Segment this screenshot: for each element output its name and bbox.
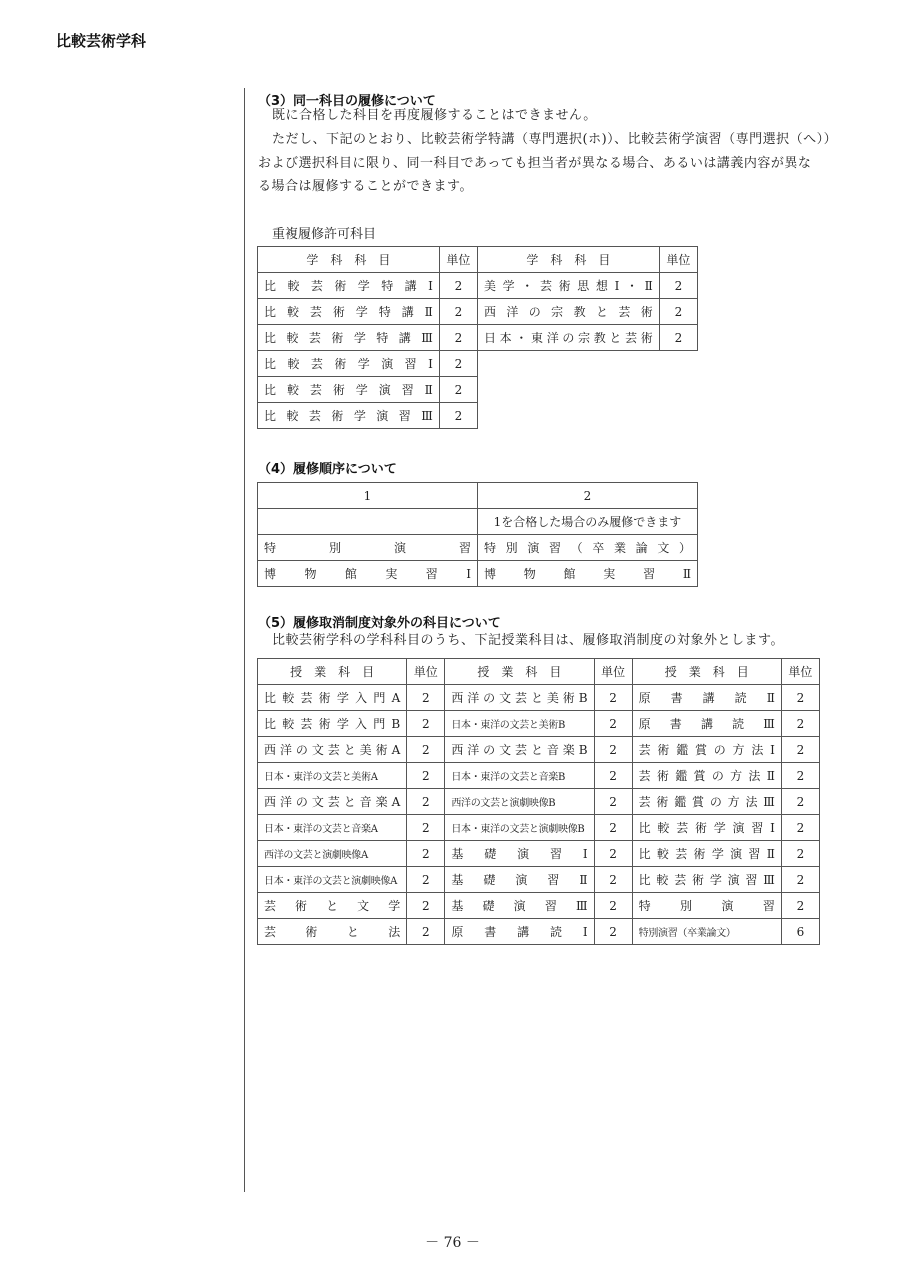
- subject-credits: 2: [407, 789, 445, 815]
- table-row: [258, 893, 820, 919]
- subject-name: 美学・芸術思想Ⅰ・Ⅱ: [477, 273, 659, 299]
- col-header-subject: 授 業 科 目: [632, 659, 781, 685]
- col-header-credits: 単位: [594, 659, 632, 685]
- subject-name: 芸術鑑賞の方法Ⅱ: [632, 763, 781, 789]
- subject-name: 日本・東洋の宗教と芸術: [477, 325, 659, 351]
- subject-name: 比較芸術学演習Ⅱ: [632, 841, 781, 867]
- subject-name: 特別演習: [632, 893, 781, 919]
- subject-credits: 2: [439, 325, 477, 351]
- subject-name: 西洋の文芸と音楽B: [445, 737, 594, 763]
- section5-heading: （5）履修取消制度対象外の科目について: [258, 616, 501, 631]
- subject-name: 比較芸術学入門B: [258, 711, 407, 737]
- subject-credits: 2: [781, 763, 819, 789]
- subject-name: 西洋の文芸と音楽A: [258, 789, 407, 815]
- table-row: [258, 789, 820, 815]
- subject-credits: 2: [439, 273, 477, 299]
- subject-credits: 2: [439, 299, 477, 325]
- col-header-subject: 学 科 科 目: [477, 247, 659, 273]
- subject-name: 日本・東洋の文芸と音楽A: [258, 815, 407, 841]
- subject-credits: 2: [407, 867, 445, 893]
- subject-name: 比較芸術学演習Ⅲ: [632, 867, 781, 893]
- order-col-1: 1: [258, 483, 478, 509]
- empty-cell: [659, 403, 697, 429]
- table-row: [258, 815, 820, 841]
- subject-credits: 2: [407, 685, 445, 711]
- subject-credits: 2: [594, 711, 632, 737]
- section3-line-1: 既に合格した科目を再度履修することはできません。: [272, 108, 597, 123]
- table-row: [258, 841, 820, 867]
- subject-name: 西洋の文芸と美術B: [445, 685, 594, 711]
- subject-name: 西洋の宗教と芸術: [477, 299, 659, 325]
- subject-name: 特別演習（卒業論文）: [632, 919, 781, 945]
- subject-credits: 2: [439, 377, 477, 403]
- subject-name: 日本・東洋の文芸と演劇映像B: [445, 815, 594, 841]
- empty-cell: [659, 351, 697, 377]
- order-second-course: 特別演習（卒業論文）: [478, 535, 698, 561]
- table-row: [258, 867, 820, 893]
- repeat-allowed-table: [257, 246, 698, 429]
- subject-credits: 2: [407, 893, 445, 919]
- no-cancel-table: [257, 658, 820, 945]
- section4-heading: （4）履修順序について: [258, 462, 397, 477]
- table-row: [258, 711, 820, 737]
- subject-credits: 2: [781, 685, 819, 711]
- order-second-course: 博物館実習Ⅱ: [478, 561, 698, 587]
- empty-cell: [477, 403, 659, 429]
- order-first-course: 特別演習: [258, 535, 478, 561]
- subject-name: 日本・東洋の文芸と演劇映像A: [258, 867, 407, 893]
- subject-name: 原書講読Ⅱ: [632, 685, 781, 711]
- section3-line-2: ただし、下記のとおり、比較芸術学特講（専門選択(ホ)）、比較芸術学演習（専門選択（へ））: [272, 132, 838, 147]
- subject-name: 西洋の文芸と演劇映像A: [258, 841, 407, 867]
- subject-name: 芸術鑑賞の方法Ⅲ: [632, 789, 781, 815]
- col-header-credits: 単位: [407, 659, 445, 685]
- subject-credits: 6: [781, 919, 819, 945]
- subject-name: 芸術と法: [258, 919, 407, 945]
- subject-name: 比較芸術学特講Ⅱ: [258, 299, 440, 325]
- col-header-subject: 授 業 科 目: [258, 659, 407, 685]
- subject-credits: 2: [659, 273, 697, 299]
- subject-credits: 2: [781, 789, 819, 815]
- subject-credits: 2: [407, 919, 445, 945]
- col-header-credits: 単位: [659, 247, 697, 273]
- subject-name: 原書講読Ⅲ: [632, 711, 781, 737]
- subject-credits: 2: [659, 325, 697, 351]
- subject-name: 比較芸術学演習Ⅰ: [632, 815, 781, 841]
- subject-credits: 2: [407, 763, 445, 789]
- subject-credits: 2: [594, 893, 632, 919]
- subject-name: 比較芸術学演習Ⅰ: [258, 351, 440, 377]
- subject-name: 比較芸術学入門A: [258, 685, 407, 711]
- section3-line-3: および選択科目に限り、同一科目であっても担当者が異なる場合、あるいは講義内容が異な: [258, 156, 812, 171]
- subject-name: 基礎演習Ⅱ: [445, 867, 594, 893]
- subject-credits: 2: [781, 867, 819, 893]
- subject-credits: 2: [659, 299, 697, 325]
- subject-name: 比較芸術学演習Ⅲ: [258, 403, 440, 429]
- page-number: － 76 －: [425, 1235, 480, 1251]
- table-row: [258, 685, 820, 711]
- subject-name: 日本・東洋の文芸と美術B: [445, 711, 594, 737]
- table-row: [258, 763, 820, 789]
- subject-name: 日本・東洋の文芸と美術A: [258, 763, 407, 789]
- subject-name: 比較芸術学特講Ⅲ: [258, 325, 440, 351]
- course-order-table: [257, 482, 698, 587]
- subject-credits: 2: [594, 763, 632, 789]
- subject-credits: 2: [781, 893, 819, 919]
- subject-name: 基礎演習Ⅰ: [445, 841, 594, 867]
- subject-credits: 2: [781, 737, 819, 763]
- subject-credits: 2: [781, 841, 819, 867]
- col-header-credits: 単位: [781, 659, 819, 685]
- subject-credits: 2: [594, 919, 632, 945]
- subject-credits: 2: [407, 815, 445, 841]
- order-note: 1を合格した場合のみ履修できます: [478, 509, 698, 535]
- section5-intro: 比較芸術学科の学科科目のうち、下記授業科目は、履修取消制度の対象外とします。: [272, 633, 784, 648]
- empty-cell: [258, 509, 478, 535]
- subject-name: 芸術鑑賞の方法Ⅰ: [632, 737, 781, 763]
- subject-credits: 2: [594, 841, 632, 867]
- subject-credits: 2: [594, 789, 632, 815]
- subject-credits: 2: [407, 711, 445, 737]
- order-first-course: 博物館実習Ⅰ: [258, 561, 478, 587]
- subject-name: 比較芸術学演習Ⅱ: [258, 377, 440, 403]
- empty-cell: [477, 351, 659, 377]
- col-header-subject: 学 科 科 目: [258, 247, 440, 273]
- department-title: 比較芸術学科: [56, 32, 147, 50]
- subject-credits: 2: [594, 815, 632, 841]
- subject-credits: 2: [594, 867, 632, 893]
- subject-credits: 2: [407, 737, 445, 763]
- subject-credits: 2: [439, 351, 477, 377]
- subject-name: 芸術と文学: [258, 893, 407, 919]
- repeat-table-caption: 重複履修許可科目: [272, 227, 377, 242]
- subject-credits: 2: [781, 711, 819, 737]
- subject-credits: 2: [594, 685, 632, 711]
- subject-name: 日本・東洋の文芸と音楽B: [445, 763, 594, 789]
- subject-name: 基礎演習Ⅲ: [445, 893, 594, 919]
- subject-name: 西洋の文芸と演劇映像B: [445, 789, 594, 815]
- subject-credits: 2: [407, 841, 445, 867]
- table-row: [258, 919, 820, 945]
- subject-name: 原書講読Ⅰ: [445, 919, 594, 945]
- subject-name: 西洋の文芸と美術A: [258, 737, 407, 763]
- subject-name: 比較芸術学特講Ⅰ: [258, 273, 440, 299]
- subject-credits: 2: [594, 737, 632, 763]
- empty-cell: [477, 377, 659, 403]
- section3-line-4: る場合は履修することができます。: [258, 179, 473, 194]
- table-row: [258, 737, 820, 763]
- empty-cell: [659, 377, 697, 403]
- col-header-credits: 単位: [439, 247, 477, 273]
- subject-credits: 2: [439, 403, 477, 429]
- section3-heading: （3）同一科目の履修について: [258, 94, 436, 109]
- order-col-2: 2: [478, 483, 698, 509]
- col-header-subject: 授 業 科 目: [445, 659, 594, 685]
- subject-credits: 2: [781, 815, 819, 841]
- margin-rule: [244, 88, 245, 1192]
